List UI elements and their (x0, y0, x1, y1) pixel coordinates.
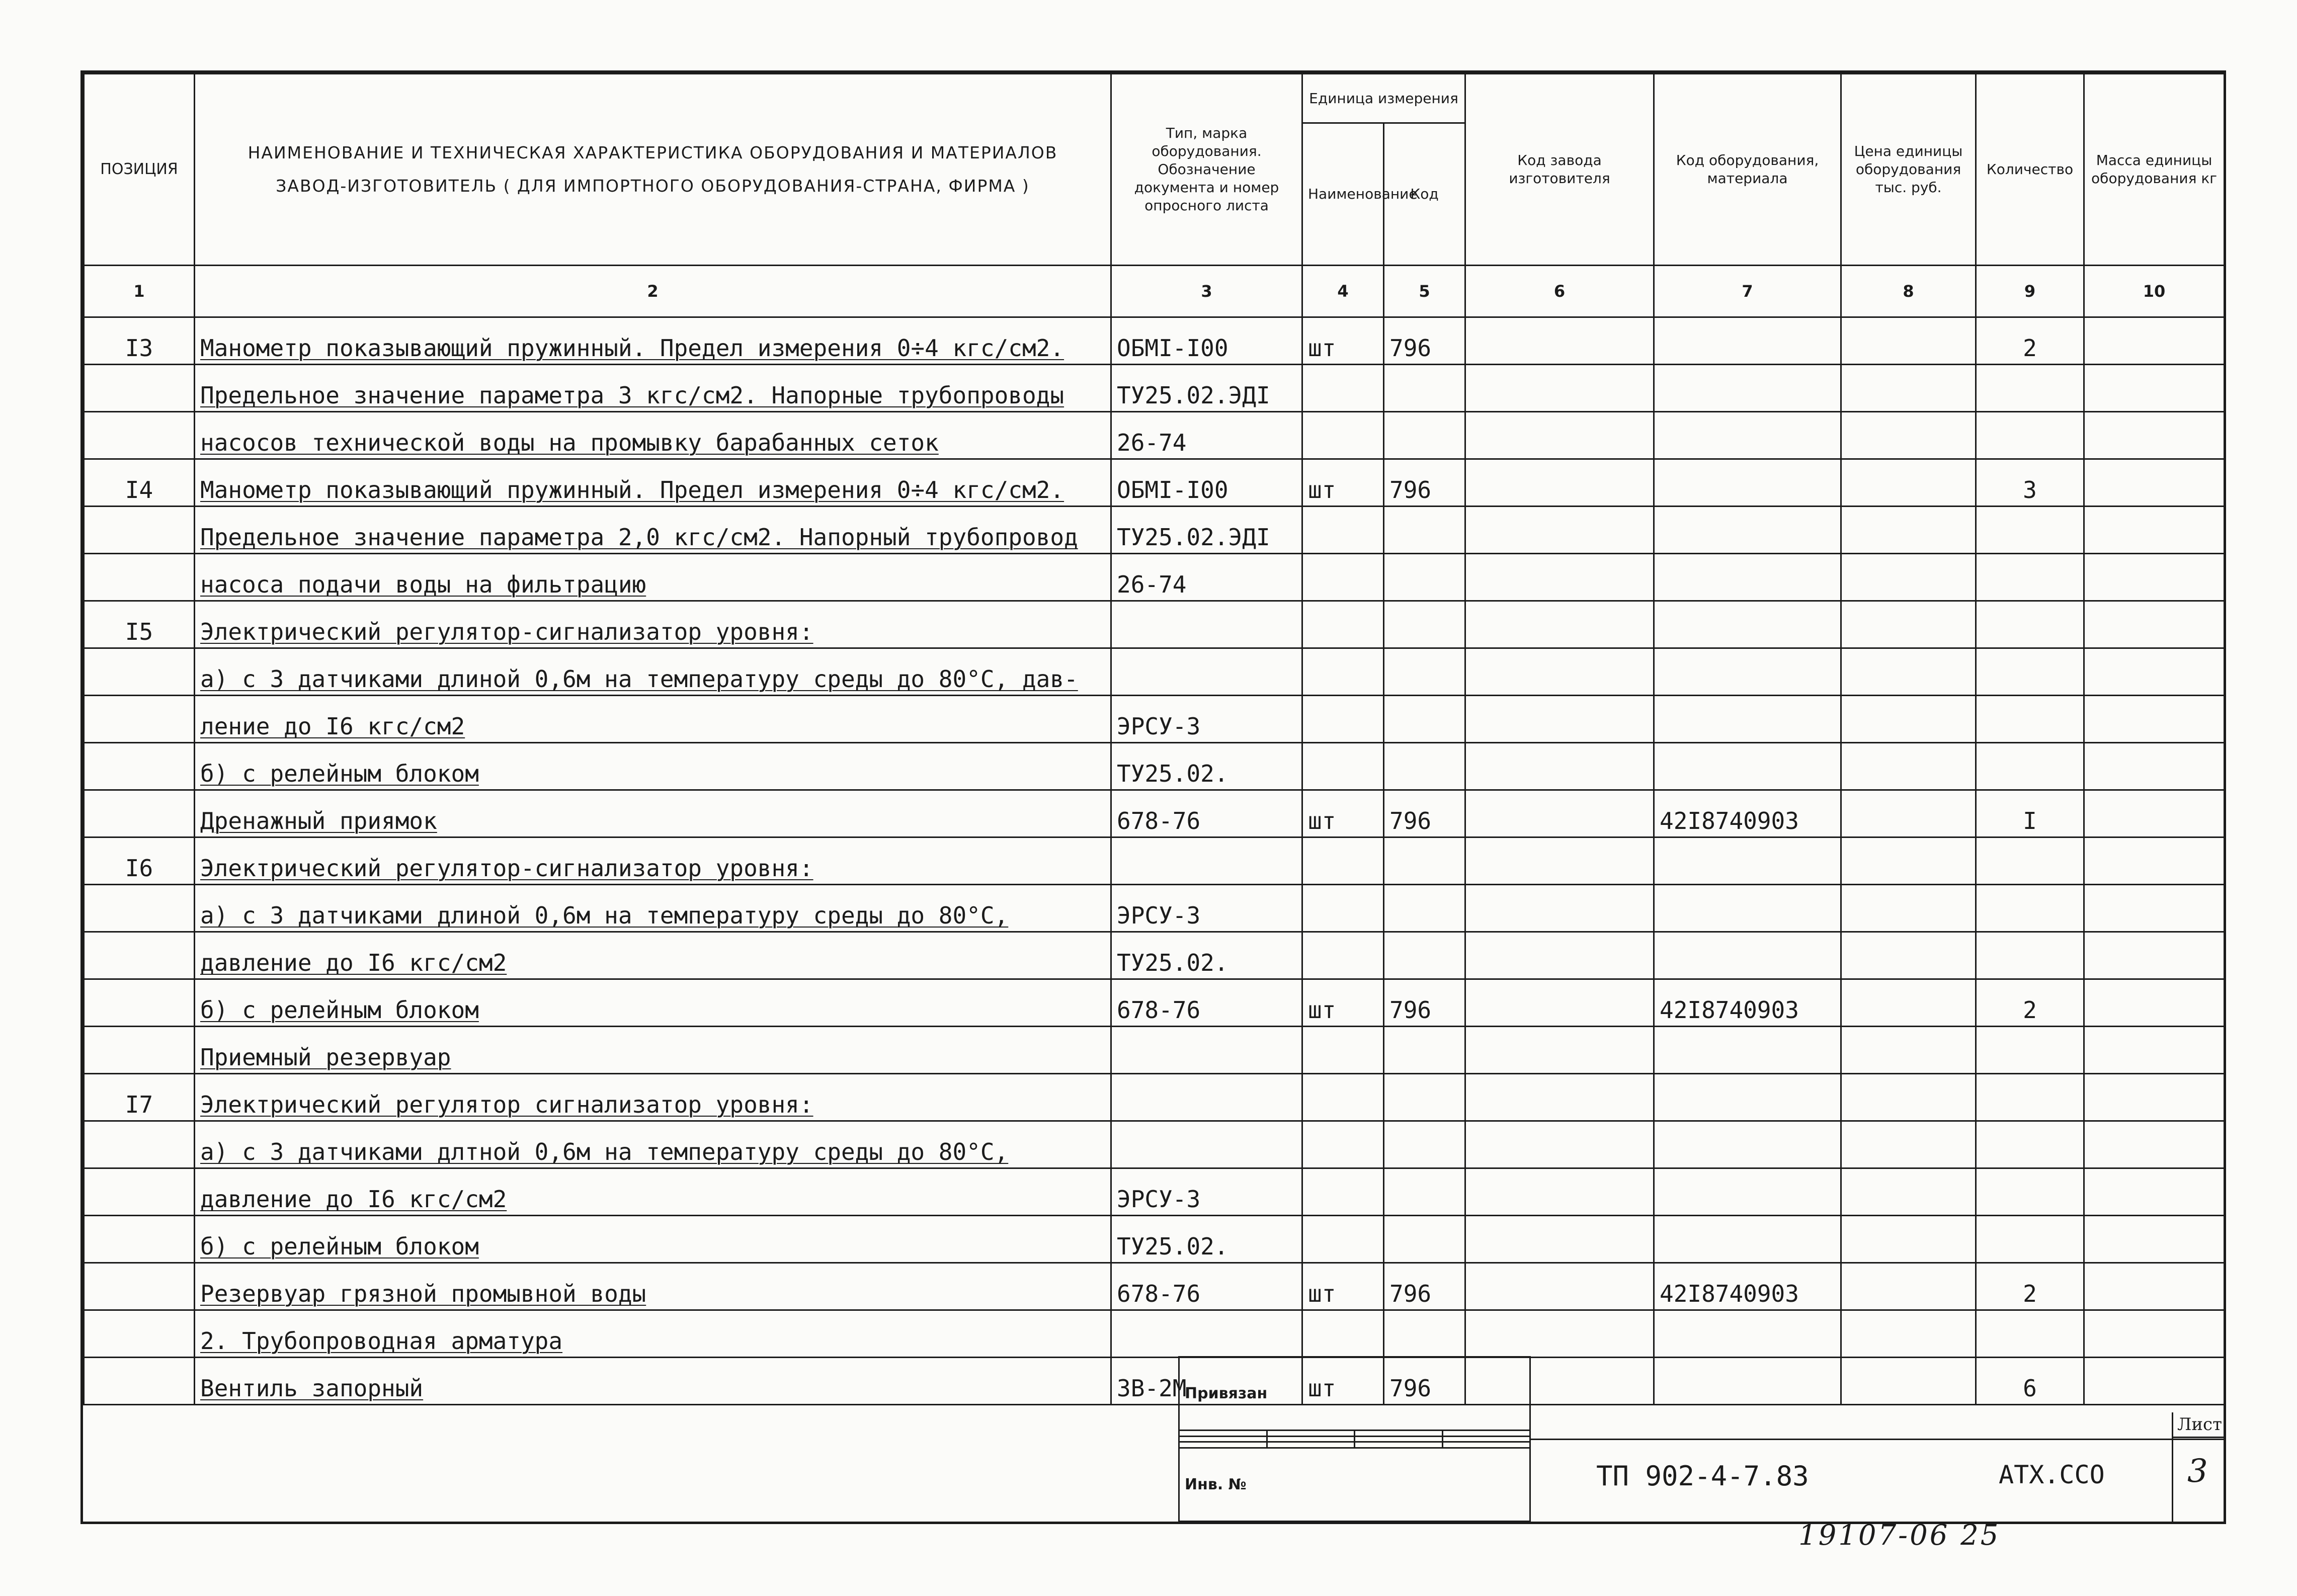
unit-code-cell (1384, 885, 1465, 932)
column-number: 7 (1654, 266, 1841, 317)
type-cell: ТУ25.02. (1111, 1216, 1302, 1263)
position-cell (84, 979, 195, 1027)
equipment-code-cell (1654, 837, 1841, 885)
unit-code-cell (1384, 837, 1465, 885)
equipment-code-cell: 42I8740903 (1654, 1263, 1841, 1310)
factory-code-cell (1465, 1216, 1654, 1263)
position-cell (84, 696, 195, 743)
price-cell (1841, 1358, 1976, 1405)
unit-name-cell (1302, 1027, 1384, 1074)
unit-code-cell (1384, 1027, 1465, 1074)
header-unit-name: Наименование (1302, 123, 1384, 266)
quantity-cell (1976, 743, 2084, 790)
table-row (84, 507, 2225, 554)
position-cell: I6 (84, 837, 195, 885)
unit-name-cell (1302, 554, 1384, 601)
header-quantity: Количество (1976, 74, 2084, 266)
type-cell: 678-76 (1111, 979, 1302, 1027)
name-cell: Предельное значение параметра 2,0 кгс/см2. Напорный трубопровод (195, 507, 1111, 554)
unit-name-cell: шт (1302, 1358, 1384, 1405)
column-number: 2 (195, 266, 1111, 317)
type-cell: ОБМI-I00 (1111, 317, 1302, 365)
name-cell: Приемный резервуар (195, 1027, 1111, 1074)
type-cell: 678-76 (1111, 790, 1302, 837)
factory-code-cell (1465, 743, 1654, 790)
price-cell (1841, 790, 1976, 837)
quantity-cell (1976, 648, 2084, 696)
price-cell (1841, 412, 1976, 459)
mass-cell (2084, 1121, 2225, 1168)
mass-cell (2084, 932, 2225, 979)
type-cell: ЭРСУ-3 (1111, 885, 1302, 932)
table-row (84, 648, 2225, 696)
type-cell: ТУ25.02.ЭДI (1111, 365, 1302, 412)
table-row (84, 932, 2225, 979)
price-cell (1841, 1027, 1976, 1074)
equipment-code-cell (1654, 1310, 1841, 1358)
mass-cell (2084, 696, 2225, 743)
unit-name-cell (1302, 365, 1384, 412)
project-code: ТП 902-4-7.83 (1596, 1460, 1809, 1492)
price-cell (1841, 743, 1976, 790)
table-row (84, 1027, 2225, 1074)
quantity-cell (1976, 1216, 2084, 1263)
table-row (84, 696, 2225, 743)
factory-code-cell (1465, 932, 1654, 979)
factory-code-cell (1465, 365, 1654, 412)
mass-cell (2084, 885, 2225, 932)
position-cell (84, 1168, 195, 1216)
unit-name-cell (1302, 932, 1384, 979)
table-row (84, 837, 2225, 885)
mass-cell (2084, 317, 2225, 365)
equipment-code-cell (1654, 932, 1841, 979)
table-row (84, 1121, 2225, 1168)
unit-name-cell (1302, 412, 1384, 459)
price-cell (1841, 1216, 1976, 1263)
document-code: АТХ.ССО (1999, 1460, 2105, 1489)
table-row (84, 459, 2225, 507)
quantity-cell (1976, 696, 2084, 743)
position-cell (84, 1216, 195, 1263)
table-row (84, 1168, 2225, 1216)
position-cell: I3 (84, 317, 195, 365)
equipment-code-cell (1654, 1074, 1841, 1121)
type-cell (1111, 1310, 1302, 1358)
equipment-code-cell (1654, 365, 1841, 412)
type-cell: 3В-2М (1111, 1358, 1302, 1405)
quantity-cell (1976, 1027, 2084, 1074)
quantity-cell (1976, 932, 2084, 979)
sheet-number: 3 (2187, 1453, 2208, 1490)
position-cell (84, 743, 195, 790)
unit-name-cell: шт (1302, 790, 1384, 837)
factory-code-cell (1465, 412, 1654, 459)
bound-label: Привязан (1179, 1357, 1530, 1431)
type-cell (1111, 837, 1302, 885)
equipment-code-cell (1654, 743, 1841, 790)
binding-stamp (1178, 1356, 1531, 1522)
equipment-code-cell (1654, 412, 1841, 459)
position-cell (84, 365, 195, 412)
factory-code-cell (1465, 696, 1654, 743)
type-cell (1111, 1074, 1302, 1121)
factory-code-cell (1465, 648, 1654, 696)
mass-cell (2084, 837, 2225, 885)
equipment-code-cell (1654, 1168, 1841, 1216)
name-cell: Резервуар грязной промывной воды (195, 1263, 1111, 1310)
column-number: 3 (1111, 266, 1302, 317)
unit-name-cell (1302, 1121, 1384, 1168)
price-cell (1841, 1121, 1976, 1168)
equipment-code-cell (1654, 696, 1841, 743)
factory-code-cell (1465, 459, 1654, 507)
unit-code-cell (1384, 1074, 1465, 1121)
drawing-sheet (80, 70, 2226, 1524)
name-cell: давление до I6 кгс/см2 (195, 932, 1111, 979)
table-row (84, 601, 2225, 648)
equipment-code-cell (1654, 459, 1841, 507)
price-cell (1841, 365, 1976, 412)
header-price: Цена единицы оборудования тыс. руб. (1841, 74, 1976, 266)
price-cell (1841, 1168, 1976, 1216)
quantity-cell: 3 (1976, 459, 2084, 507)
mass-cell (2084, 979, 2225, 1027)
equipment-code-cell (1654, 507, 1841, 554)
unit-name-cell (1302, 648, 1384, 696)
mass-cell (2084, 459, 2225, 507)
unit-code-cell (1384, 601, 1465, 648)
factory-code-cell (1465, 554, 1654, 601)
unit-name-cell (1302, 743, 1384, 790)
table-body (84, 317, 2225, 1405)
type-cell: ОБМI-I00 (1111, 459, 1302, 507)
price-cell (1841, 459, 1976, 507)
type-cell: 26-74 (1111, 412, 1302, 459)
table-row (84, 885, 2225, 932)
name-cell: насоса подачи воды на фильтрацию (195, 554, 1111, 601)
position-cell (84, 1310, 195, 1358)
table-row (84, 790, 2225, 837)
column-number: 4 (1302, 266, 1384, 317)
price-cell (1841, 317, 1976, 365)
quantity-cell (1976, 554, 2084, 601)
unit-name-cell: шт (1302, 1263, 1384, 1310)
table-row (84, 554, 2225, 601)
type-cell: ТУ25.02.ЭДI (1111, 507, 1302, 554)
factory-code-cell (1465, 979, 1654, 1027)
position-cell (84, 1027, 195, 1074)
unit-code-cell (1384, 1310, 1465, 1358)
unit-code-cell: 796 (1384, 459, 1465, 507)
unit-code-cell (1384, 1216, 1465, 1263)
type-cell: ТУ25.02. (1111, 743, 1302, 790)
handwritten-note: 19107-06 25 (1798, 1519, 2001, 1552)
unit-name-cell: шт (1302, 317, 1384, 365)
quantity-cell (1976, 507, 2084, 554)
name-cell: а) с 3 датчиками длтной 0,6м на температуру среды до 80°С, (195, 1121, 1111, 1168)
unit-code-cell (1384, 743, 1465, 790)
name-cell: а) с 3 датчиками длиной 0,6м на температуру среды до 80°С, дав- (195, 648, 1111, 696)
quantity-cell (1976, 1121, 2084, 1168)
title-block (1531, 1414, 2224, 1524)
mass-cell (2084, 1216, 2225, 1263)
position-cell (84, 648, 195, 696)
quantity-cell (1976, 412, 2084, 459)
factory-code-cell (1465, 507, 1654, 554)
equipment-code-cell (1654, 1027, 1841, 1074)
quantity-cell: 2 (1976, 317, 2084, 365)
name-cell: б) с релейным блоком (195, 979, 1111, 1027)
mass-cell (2084, 507, 2225, 554)
header-mass: Масса единицы оборудования кг (2084, 74, 2225, 266)
factory-code-cell (1465, 1310, 1654, 1358)
factory-code-cell (1465, 1027, 1654, 1074)
unit-code-cell (1384, 1121, 1465, 1168)
quantity-cell: 2 (1976, 1263, 2084, 1310)
price-cell (1841, 696, 1976, 743)
column-number-row (84, 266, 2225, 317)
position-cell (84, 885, 195, 932)
column-number: 8 (1841, 266, 1976, 317)
unit-name-cell (1302, 1216, 1384, 1263)
factory-code-cell (1465, 1168, 1654, 1216)
unit-code-cell: 796 (1384, 979, 1465, 1027)
type-cell: 678-76 (1111, 1263, 1302, 1310)
header-type: Тип, марка оборудования. Обозначение документа и номер опросного листа (1111, 74, 1302, 266)
equipment-code-cell (1654, 554, 1841, 601)
position-cell (84, 932, 195, 979)
type-cell: 26-74 (1111, 554, 1302, 601)
name-cell: Манометр показывающий пружинный. Предел измерения 0÷4 кгс/см2. (195, 459, 1111, 507)
mass-cell (2084, 601, 2225, 648)
type-cell (1111, 601, 1302, 648)
position-cell: I4 (84, 459, 195, 507)
quantity-cell (1976, 837, 2084, 885)
position-cell (84, 507, 195, 554)
factory-code-cell (1465, 317, 1654, 365)
position-cell (84, 790, 195, 837)
quantity-cell: 6 (1976, 1358, 2084, 1405)
unit-name-cell (1302, 1074, 1384, 1121)
table-row (84, 1358, 2225, 1405)
mass-cell (2084, 412, 2225, 459)
price-cell (1841, 932, 1976, 979)
unit-name-cell: шт (1302, 459, 1384, 507)
equipment-code-cell (1654, 317, 1841, 365)
table-row (84, 1263, 2225, 1310)
unit-name-cell (1302, 507, 1384, 554)
unit-code-cell (1384, 365, 1465, 412)
type-cell: ЭРСУ-3 (1111, 696, 1302, 743)
unit-code-cell: 796 (1384, 790, 1465, 837)
unit-name-cell (1302, 1310, 1384, 1358)
price-cell (1841, 601, 1976, 648)
table-row (84, 1310, 2225, 1358)
quantity-cell (1976, 601, 2084, 648)
table-row (84, 317, 2225, 365)
factory-code-cell (1465, 837, 1654, 885)
position-cell (84, 1263, 195, 1310)
position-cell (84, 1358, 195, 1405)
specification-table (83, 73, 2225, 1405)
table-row (84, 1216, 2225, 1263)
type-cell (1111, 1027, 1302, 1074)
table-row (84, 365, 2225, 412)
unit-name-cell (1302, 1168, 1384, 1216)
name-cell: а) с 3 датчиками длиной 0,6м на температуру среды до 80°С, (195, 885, 1111, 932)
type-cell: ТУ25.02. (1111, 932, 1302, 979)
equipment-code-cell (1654, 648, 1841, 696)
factory-code-cell (1465, 1263, 1654, 1310)
unit-code-cell: 796 (1384, 1358, 1465, 1405)
quantity-cell (1976, 1168, 2084, 1216)
name-cell: Вентиль запорный (195, 1358, 1111, 1405)
unit-code-cell (1384, 696, 1465, 743)
equipment-code-cell: 42I8740903 (1654, 979, 1841, 1027)
unit-code-cell: 796 (1384, 1263, 1465, 1310)
price-cell (1841, 648, 1976, 696)
quantity-cell (1976, 365, 2084, 412)
header-unit-code: Код (1384, 123, 1465, 266)
mass-cell (2084, 790, 2225, 837)
name-cell: 2. Трубопроводная арматура (195, 1310, 1111, 1358)
quantity-cell: I (1976, 790, 2084, 837)
header-name-line1: НАИМЕНОВАНИЕ И ТЕХНИЧЕСКАЯ ХАРАКТЕРИСТИКА ОБОРУДОВАНИЯ И МАТЕРИАЛОВ (248, 143, 1058, 162)
table-header (84, 74, 2225, 317)
equipment-code-cell (1654, 1121, 1841, 1168)
mass-cell (2084, 648, 2225, 696)
equipment-code-cell (1654, 885, 1841, 932)
column-number: 1 (84, 266, 195, 317)
table-row (84, 743, 2225, 790)
factory-code-cell (1465, 601, 1654, 648)
unit-name-cell (1302, 837, 1384, 885)
unit-name-cell: шт (1302, 979, 1384, 1027)
mass-cell (2084, 365, 2225, 412)
sheet-separator (2173, 1437, 2224, 1438)
inventory-label: Инв. № (1179, 1448, 1530, 1521)
position-cell (84, 1121, 195, 1168)
mass-cell (2084, 554, 2225, 601)
position-cell: I7 (84, 1074, 195, 1121)
type-cell: ЭРСУ-3 (1111, 1168, 1302, 1216)
header-factory-code: Код завода изготовителя (1465, 74, 1654, 266)
name-cell: Электрический регулятор-сигнализатор уровня: (195, 601, 1111, 648)
header-unit-group: Единица измерения (1302, 74, 1465, 123)
quantity-cell (1976, 885, 2084, 932)
header-name-line2: ЗАВОД-ИЗГОТОВИТЕЛЬ ( ДЛЯ ИМПОРТНОГО ОБОРУДОВАНИЯ-СТРАНА, ФИРМА ) (276, 176, 1030, 196)
unit-name-cell (1302, 601, 1384, 648)
price-cell (1841, 1310, 1976, 1358)
factory-code-cell (1465, 885, 1654, 932)
unit-code-cell: 796 (1384, 317, 1465, 365)
column-number: 6 (1465, 266, 1654, 317)
mass-cell (2084, 1168, 2225, 1216)
column-number: 5 (1384, 266, 1465, 317)
table-row (84, 1074, 2225, 1121)
mass-cell (2084, 1263, 2225, 1310)
price-cell (1841, 507, 1976, 554)
quantity-cell: 2 (1976, 979, 2084, 1027)
header-name (195, 74, 1111, 266)
price-cell (1841, 979, 1976, 1027)
unit-code-cell (1384, 412, 1465, 459)
mass-cell (2084, 743, 2225, 790)
equipment-code-cell (1654, 601, 1841, 648)
price-cell (1841, 1263, 1976, 1310)
unit-name-cell (1302, 696, 1384, 743)
name-cell: б) с релейным блоком (195, 1216, 1111, 1263)
equipment-code-cell (1654, 1216, 1841, 1263)
mass-cell (2084, 1310, 2225, 1358)
price-cell (1841, 885, 1976, 932)
sheet-label: Лист (2177, 1414, 2222, 1435)
unit-code-cell (1384, 507, 1465, 554)
unit-code-cell (1384, 932, 1465, 979)
price-cell (1841, 554, 1976, 601)
type-cell (1111, 648, 1302, 696)
name-cell: ление до I6 кгс/см2 (195, 696, 1111, 743)
column-number: 10 (2084, 266, 2225, 317)
quantity-cell (1976, 1310, 2084, 1358)
factory-code-cell (1465, 1074, 1654, 1121)
mass-cell (2084, 1358, 2225, 1405)
sheet-box (2172, 1412, 2224, 1524)
price-cell (1841, 837, 1976, 885)
position-cell (84, 554, 195, 601)
position-cell: I5 (84, 601, 195, 648)
quantity-cell (1976, 1074, 2084, 1121)
position-cell (84, 412, 195, 459)
name-cell: Предельное значение параметра 3 кгс/см2. Напорные трубопроводы (195, 365, 1111, 412)
equipment-code-cell: 42I8740903 (1654, 790, 1841, 837)
mass-cell (2084, 1074, 2225, 1121)
column-number: 9 (1976, 266, 2084, 317)
type-cell (1111, 1121, 1302, 1168)
factory-code-cell (1465, 790, 1654, 837)
table-row (84, 412, 2225, 459)
name-cell: Электрический регулятор сигнализатор уровня: (195, 1074, 1111, 1121)
name-cell: давление до I6 кгс/см2 (195, 1168, 1111, 1216)
header-equipment-code: Код оборудования, материала (1654, 74, 1841, 266)
mass-cell (2084, 1027, 2225, 1074)
table-row (84, 979, 2225, 1027)
price-cell (1841, 1074, 1976, 1121)
unit-code-cell (1384, 554, 1465, 601)
factory-code-cell (1465, 1121, 1654, 1168)
unit-name-cell (1302, 885, 1384, 932)
name-cell: Манометр показывающий пружинный. Предел измерения 0÷4 кгс/см2. (195, 317, 1111, 365)
name-cell: насосов технической воды на промывку барабанных сеток (195, 412, 1111, 459)
unit-code-cell (1384, 1168, 1465, 1216)
header-position: ПОЗИЦИЯ (84, 74, 195, 266)
name-cell: б) с релейным блоком (195, 743, 1111, 790)
name-cell: Электрический регулятор-сигнализатор уровня: (195, 837, 1111, 885)
name-cell: Дренажный приямок (195, 790, 1111, 837)
unit-code-cell (1384, 648, 1465, 696)
equipment-code-cell (1654, 1358, 1841, 1405)
